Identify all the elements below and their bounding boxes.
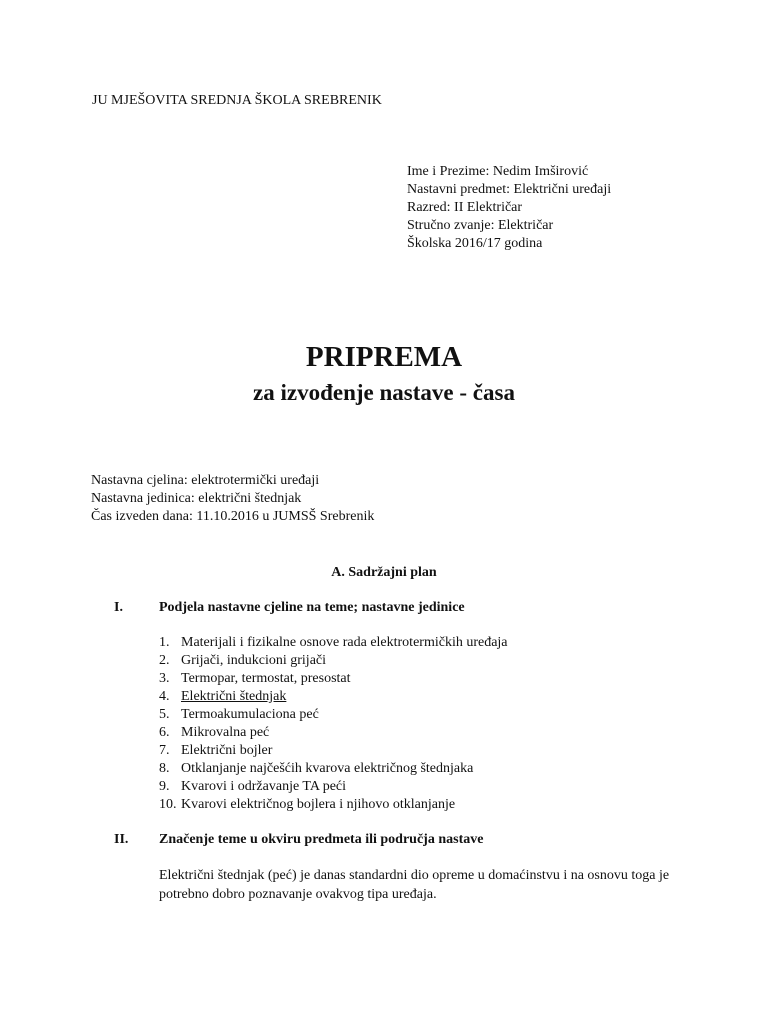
list-item-number: 7. [159, 743, 170, 758]
teaching-unit-line: Nastavna cjelina: elektrotermički uređaji [91, 473, 320, 488]
list-item-number: 2. [159, 653, 170, 668]
list-item [159, 706, 508, 724]
section-1-heading: Podjela nastavne cjeline na teme; nastavne jedinice [159, 600, 465, 615]
profession-line: Stručno zvanje: Električar [407, 218, 554, 233]
list-item-text: Termoakumulaciona peć [181, 707, 319, 722]
list-item [159, 634, 508, 652]
list-item-text: Grijači, indukcioni grijači [181, 653, 327, 668]
list-item-text: Mikrovalna peć [181, 725, 270, 740]
list-item [159, 742, 508, 760]
school-name: JU MJEŠOVITA SREDNJA ŠKOLA SREBRENIK [92, 93, 382, 108]
school-year-line: Školska 2016/17 godina [407, 236, 543, 251]
class-line: Razred: II Električar [407, 200, 523, 215]
list-item-number: 9. [159, 779, 170, 794]
list-item [159, 724, 508, 742]
list-item-text: Kvarovi i održavanje TA peći [181, 779, 347, 794]
lesson-topic-list [159, 634, 508, 814]
list-item-number: 5. [159, 707, 170, 722]
list-item-number: 1. [159, 635, 170, 650]
author-name-line: Ime i Prezime: Nedim Imširović [407, 164, 589, 179]
list-item [159, 760, 508, 778]
section-2-paragraph: Električni štednjak (peć) je danas standardni dio opreme u domaćinstvu i na osnovu toga je potrebno dobro poznavanje ovakvog tipa uređaja. [159, 868, 670, 902]
list-item-number: 8. [159, 761, 170, 776]
list-item [159, 688, 508, 706]
section-1-numeral: I. [114, 600, 123, 615]
list-item-text: Električni bojler [181, 743, 273, 758]
list-item [159, 652, 508, 670]
section-a-heading: A. Sadržajni plan [331, 565, 437, 580]
section-2-heading: Značenje teme u okviru predmeta ili područja nastave [159, 832, 484, 847]
document-subtitle: za izvođenje nastave - časa [253, 380, 515, 405]
list-item-number: 6. [159, 725, 170, 740]
document-title: PRIPREMA [305, 341, 463, 373]
list-item-text: Kvarovi električnog bojlera i njihovo otklanjanje [181, 797, 456, 812]
list-item-number: 10. [159, 797, 177, 812]
list-item-number: 4. [159, 689, 170, 704]
list-item-text: Otklanjanje najčešćih kvarova električnog štednjaka [181, 761, 474, 776]
author-info-block [407, 163, 611, 253]
list-item-number: 3. [159, 671, 170, 686]
list-item [159, 670, 508, 688]
list-item-text: Materijali i fizikalne osnove rada elektrotermičkih uređaja [181, 635, 508, 650]
section-2-numeral: II. [114, 832, 129, 847]
subject-line: Nastavni predmet: Električni uređaji [407, 182, 612, 197]
list-item [159, 778, 508, 796]
list-item-text-current: Električni štednjak [181, 689, 287, 704]
list-item-text: Termopar, termostat, presostat [181, 671, 351, 686]
list-item [159, 796, 508, 814]
lesson-meta-block [91, 472, 374, 526]
lesson-date-line: Čas izveden dana: 11.10.2016 u JUMSŠ Srebrenik [91, 509, 375, 524]
teaching-lesson-line: Nastavna jedinica: električni štednjak [91, 491, 302, 506]
